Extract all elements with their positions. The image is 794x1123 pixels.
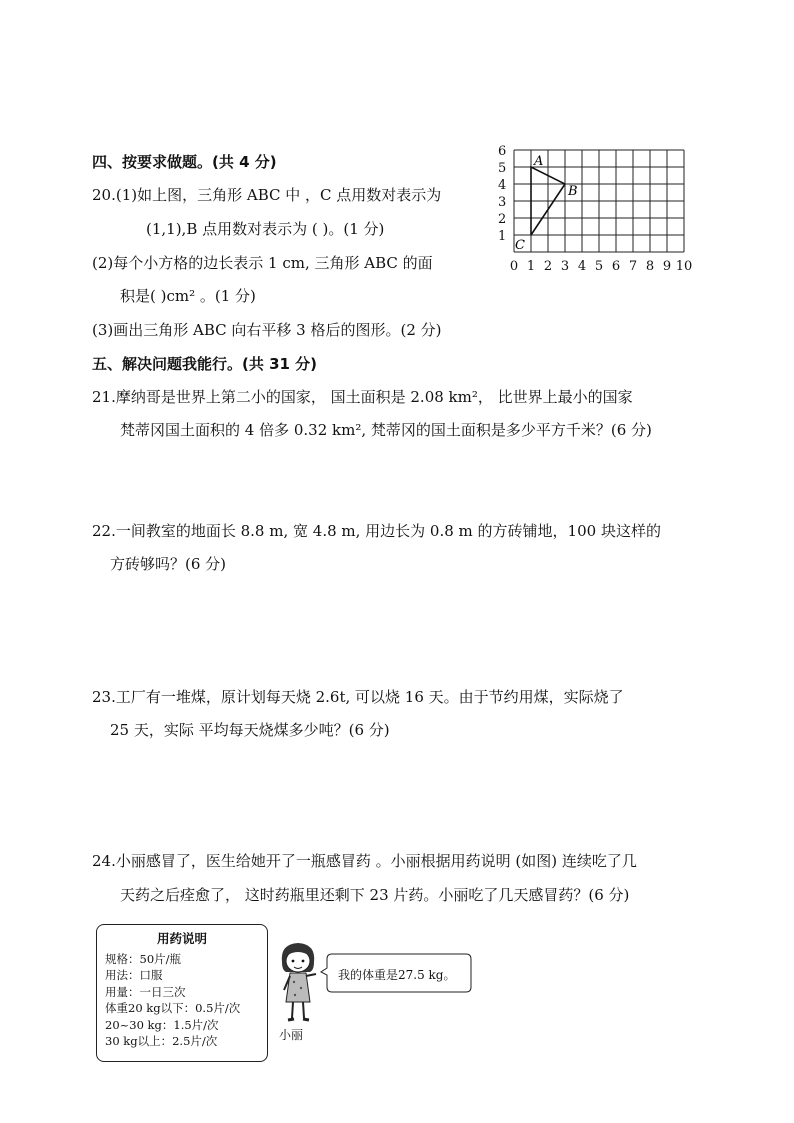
x-tick-label: 3 [560, 259, 570, 274]
q23-line-2: 25 天，实际 平均每天烧煤多少吨？(6 分) [110, 721, 390, 739]
y-tick-label: 4 [498, 178, 507, 193]
card-title: 用药说明 [156, 931, 207, 946]
point-b-label: B [568, 184, 578, 199]
q20-line-4: 积是( )cm² 。(1 分) [120, 287, 256, 305]
y-tick-label: 6 [498, 144, 507, 159]
card-line-under-20: 体重20 kg以下：0.5片/次 [105, 1001, 241, 1015]
q20-line-5: (3)画出三角形 ABC 向右平移 3 格后的图形。(2 分) [92, 321, 442, 339]
x-tick-label: 1 [526, 259, 536, 274]
card-line-20-30: 20~30 kg：1.5片/次 [105, 1017, 219, 1032]
x-tick-label: 8 [645, 259, 655, 274]
q20-line-3: (2)每个小方格的边长表示 1 cm, 三角形 ABC 的面 [92, 254, 433, 272]
q22-line-1: 22.一间教室的地面长 8.8 m, 宽 4.8 m, 用边长为 0.8 m 的方砖铺地，100 块这样的 [92, 522, 661, 540]
q21-line-2: 梵蒂冈国土面积的 4 倍多 0.32 km², 梵蒂冈的国土面积是多少平方千米？(6 分) [120, 421, 652, 439]
speech-text: 我的体重是27.5 kg。 [338, 968, 456, 982]
point-c-label: C [515, 238, 525, 253]
q20-line-2: (1,1),B 点用数对表示为 ( )。(1 分) [146, 220, 385, 238]
card-line-spec: 规格：50片/瓶 [105, 951, 182, 966]
section-5-heading: 五、解决问题我能行。(共 31 分) [92, 355, 318, 373]
x-tick-label: 4 [577, 259, 587, 274]
q24-line-1: 24.小丽感冒了，医生给她开了一瓶感冒药 。小丽根据用药说明 (如图) 连续吃了几 [92, 852, 637, 870]
q20-line-1: 20.(1)如上图，三角形 ABC 中 ，C 点用数对表示为 [92, 186, 442, 204]
x-tick-label: 2 [543, 259, 553, 274]
q24-line-2: 天药之后痊愈了， 这时药瓶里还剩下 23 片药。小丽吃了几天感冒药？(6 分) [120, 886, 630, 904]
q23-line-1: 23.工厂有一堆煤，原计划每天烧 2.6t, 可以烧 16 天。由于节约用煤，实际烧了 [92, 688, 624, 706]
y-tick-label: 5 [498, 161, 507, 176]
card-line-dosage: 用量：一日三次 [105, 984, 186, 999]
y-tick-label: 1 [498, 229, 507, 244]
y-tick-label: 2 [498, 212, 507, 227]
x-tick-label: 9 [662, 259, 672, 274]
x-tick-label: 10 [675, 259, 693, 274]
medicine-instruction-card [96, 924, 268, 1062]
speaker-name: 小丽 [279, 1028, 304, 1042]
x-tick-label: 6 [611, 259, 621, 274]
q21-line-1: 21.摩纳哥是世界上第二小的国家， 国土面积是 2.08 km²， 比世界上最小的国家 [92, 388, 633, 406]
card-line-over-30: 30 kg以上：2.5片/次 [105, 1034, 218, 1048]
y-tick-label: 3 [498, 195, 507, 210]
point-a-label: A [534, 154, 544, 169]
x-tick-label: 7 [628, 259, 638, 274]
x-tick-label: 5 [594, 259, 604, 274]
card-line-usage: 用法：口服 [105, 968, 163, 982]
coordinate-grid [494, 142, 704, 277]
section-4-heading: 四、按要求做题。(共 4 分) [92, 153, 277, 171]
x-tick-label: 0 [509, 259, 519, 274]
q22-line-2: 方砖够吗？(6 分) [110, 555, 227, 573]
